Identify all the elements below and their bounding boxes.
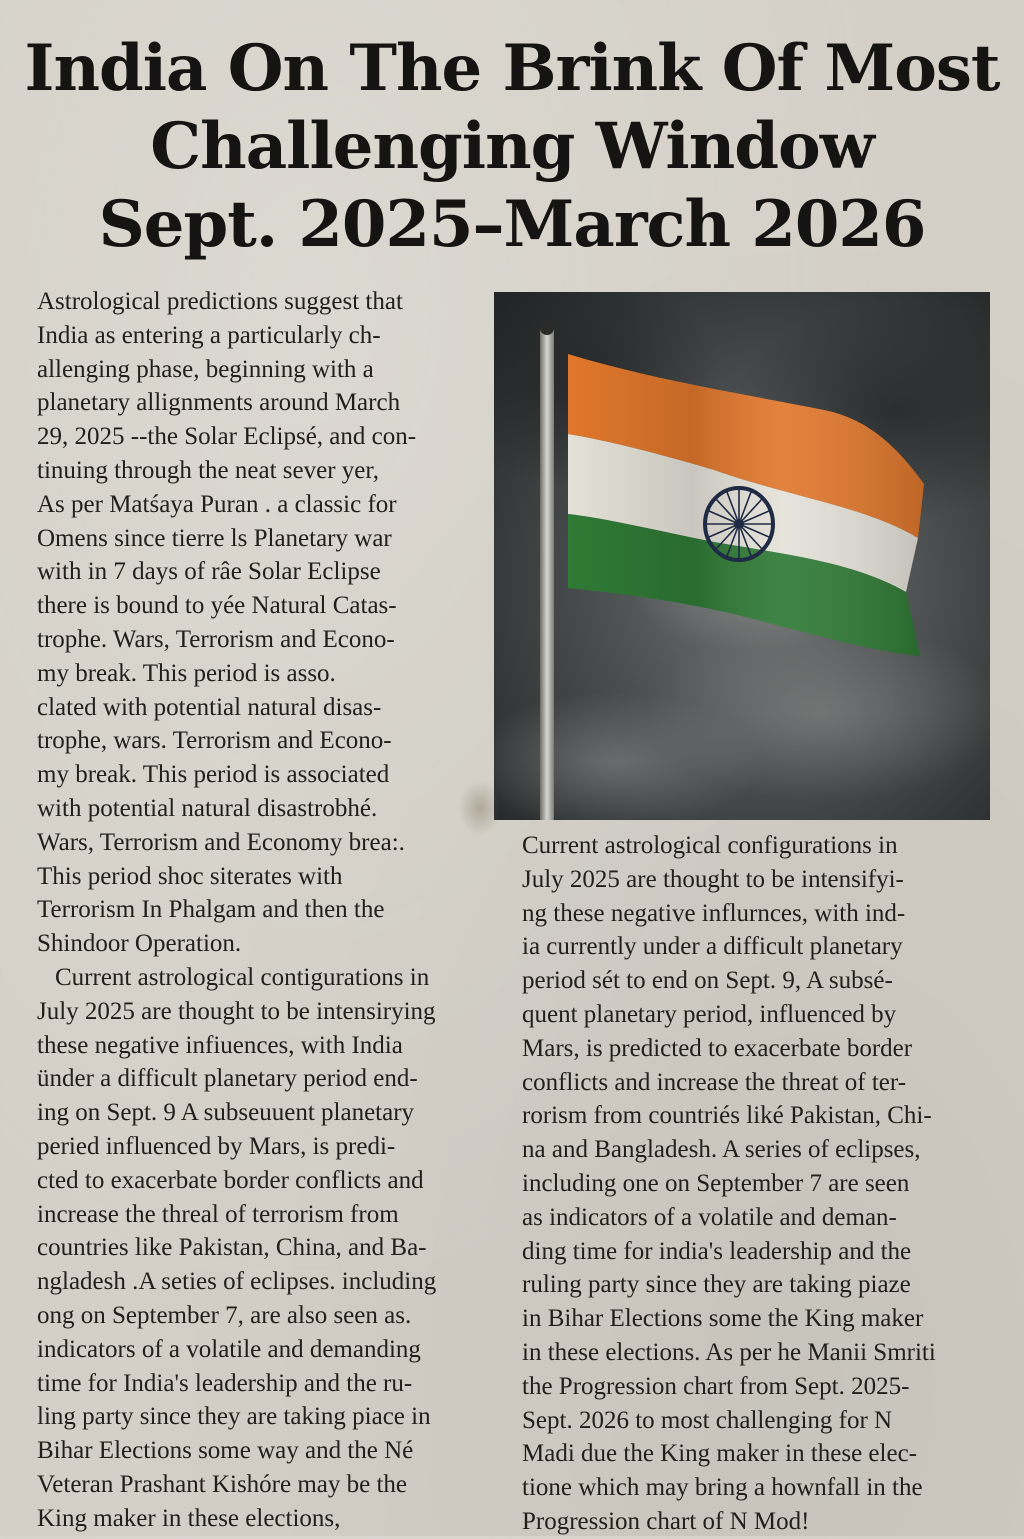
headline-line-2: Challenging Window: [150, 109, 874, 184]
article-line: July 2025 are thought to be intensirying: [37, 997, 436, 1025]
article-line: Mars, is predicted to exacerbate border: [522, 1034, 913, 1062]
article-line: Madi due the King maker in these elec-: [522, 1440, 917, 1468]
article-line: ngladesh .A seties of eclipses. including: [37, 1268, 437, 1296]
article-line: including one on September 7 are seen: [522, 1169, 910, 1197]
article-line: Current astrological configurations in: [522, 832, 898, 859]
article-line: the Progression chart from Sept. 2025-: [522, 1372, 910, 1400]
article-line: with potential natural disastrobhé.: [37, 794, 378, 822]
article-line: ia currently under a difficult planetary: [522, 933, 903, 961]
ashoka-chakra-icon: [705, 488, 773, 560]
pole-finial: [540, 321, 554, 335]
article-line: India as entering a particularly ch-: [37, 321, 381, 349]
article-line: ding time for india's leadership and the: [522, 1237, 912, 1265]
article-line: Bihar Elections some way and the Né: [37, 1437, 414, 1465]
article-line: with in 7 days of râe Solar Eclipse: [37, 558, 381, 586]
article-line: tinuing through the neat sever yer,: [37, 456, 379, 484]
article-line: peried influenced by Mars, is predi-: [37, 1132, 396, 1160]
article-line: rorism from countriés liké Pakistan, Chi-: [522, 1102, 932, 1130]
article-line: Veteran Prashant Kishóre may be the: [37, 1470, 408, 1498]
article-line: cted to exacerbate border conflicts and: [37, 1166, 424, 1194]
flag-photo: [494, 292, 990, 820]
article-line: July 2025 are thought to be intensifyi-: [522, 865, 904, 893]
article-line: there is bound to yée Natural Catas-: [37, 592, 397, 620]
article-left-column: [37, 285, 517, 1535]
article-line: 29, 2025 --the Solar Eclipsé, and con-: [37, 423, 417, 451]
article-line: time for India's leadership and the ru-: [37, 1369, 413, 1397]
article-line: as indicators of a volatile and deman-: [522, 1203, 897, 1231]
article-line: in Bihar Elections some the King maker: [522, 1305, 924, 1333]
article-right-column: [522, 829, 1012, 1539]
article-line: ünder a difficult planetary period end-: [37, 1065, 418, 1093]
article-line: clated with potential natural disas-: [37, 693, 382, 721]
article-line: period sét to end on Sept. 9, A subsé-: [522, 967, 893, 995]
article-line: Sept. 2026 to most challenging for N: [522, 1406, 893, 1434]
article-line: countries like Pakistan, China, and Ba-: [37, 1234, 427, 1262]
article-line: King maker in these elections,: [37, 1504, 341, 1532]
article-line: na and Bangladesh. A series of eclipses,: [522, 1136, 921, 1164]
article-line: these negative infiuences, with India: [37, 1031, 403, 1059]
article-line: Omens since tierre ls Planetary war: [37, 524, 392, 552]
article-line: my break. This period is asso.: [37, 659, 336, 687]
article-line: ruling party since they are taking piaze: [522, 1271, 911, 1299]
paper-stain: [458, 780, 502, 836]
article-line: trophe, wars. Terrorism and Econo-: [37, 727, 392, 755]
article-line: allenging phase, beginning with a: [37, 355, 374, 383]
indian-flag-image: [494, 292, 990, 820]
article-line: Current astrological contigurations in: [55, 963, 430, 991]
article-line: Terrorism In Phalgam and then the: [37, 896, 385, 924]
article-line: conflicts and increase the threat of ter-: [522, 1068, 907, 1096]
headline-line-3: Sept. 2025–March 2026: [98, 187, 926, 262]
article-line: indicators of a volatile and demanding: [37, 1335, 421, 1363]
article-line: in these elections. As per he Manii Smriti: [522, 1338, 936, 1366]
article-line: trophe. Wars, Terrorism and Econo-: [37, 625, 395, 653]
article-line: Astrological predictions suggest that: [37, 288, 403, 315]
article-line: increase the threal of terrorism from: [37, 1200, 399, 1228]
headline-line-1: India On The Brink Of Most: [24, 31, 1000, 106]
article-line: Shindoor Operation.: [37, 930, 242, 958]
article-line: ing on Sept. 9 A subseuuent planetary: [37, 1099, 415, 1127]
article-line: my break. This period is associated: [37, 761, 390, 789]
article-line: Progression chart of N Mod!: [522, 1507, 810, 1535]
article-line: planetary allignments around March: [37, 389, 401, 417]
article-line: As per Matśaya Puran . a classic for: [37, 490, 397, 518]
article-line: This period shoc siterates with: [37, 862, 343, 890]
headline: [20, 30, 1004, 264]
article-line: ling party since they are taking piace in: [37, 1403, 431, 1431]
article-line: tione which may bring a hownfall in the: [522, 1474, 923, 1502]
flag-pole: [540, 328, 554, 820]
article-line: ong on September 7, are also seen as.: [37, 1301, 412, 1329]
article-line: Wars, Terrorism and Economy brea:.: [37, 828, 405, 856]
article-line: quent planetary period, influenced by: [522, 1000, 897, 1028]
article-line: ng these negative influrnces, with ind-: [522, 899, 906, 927]
